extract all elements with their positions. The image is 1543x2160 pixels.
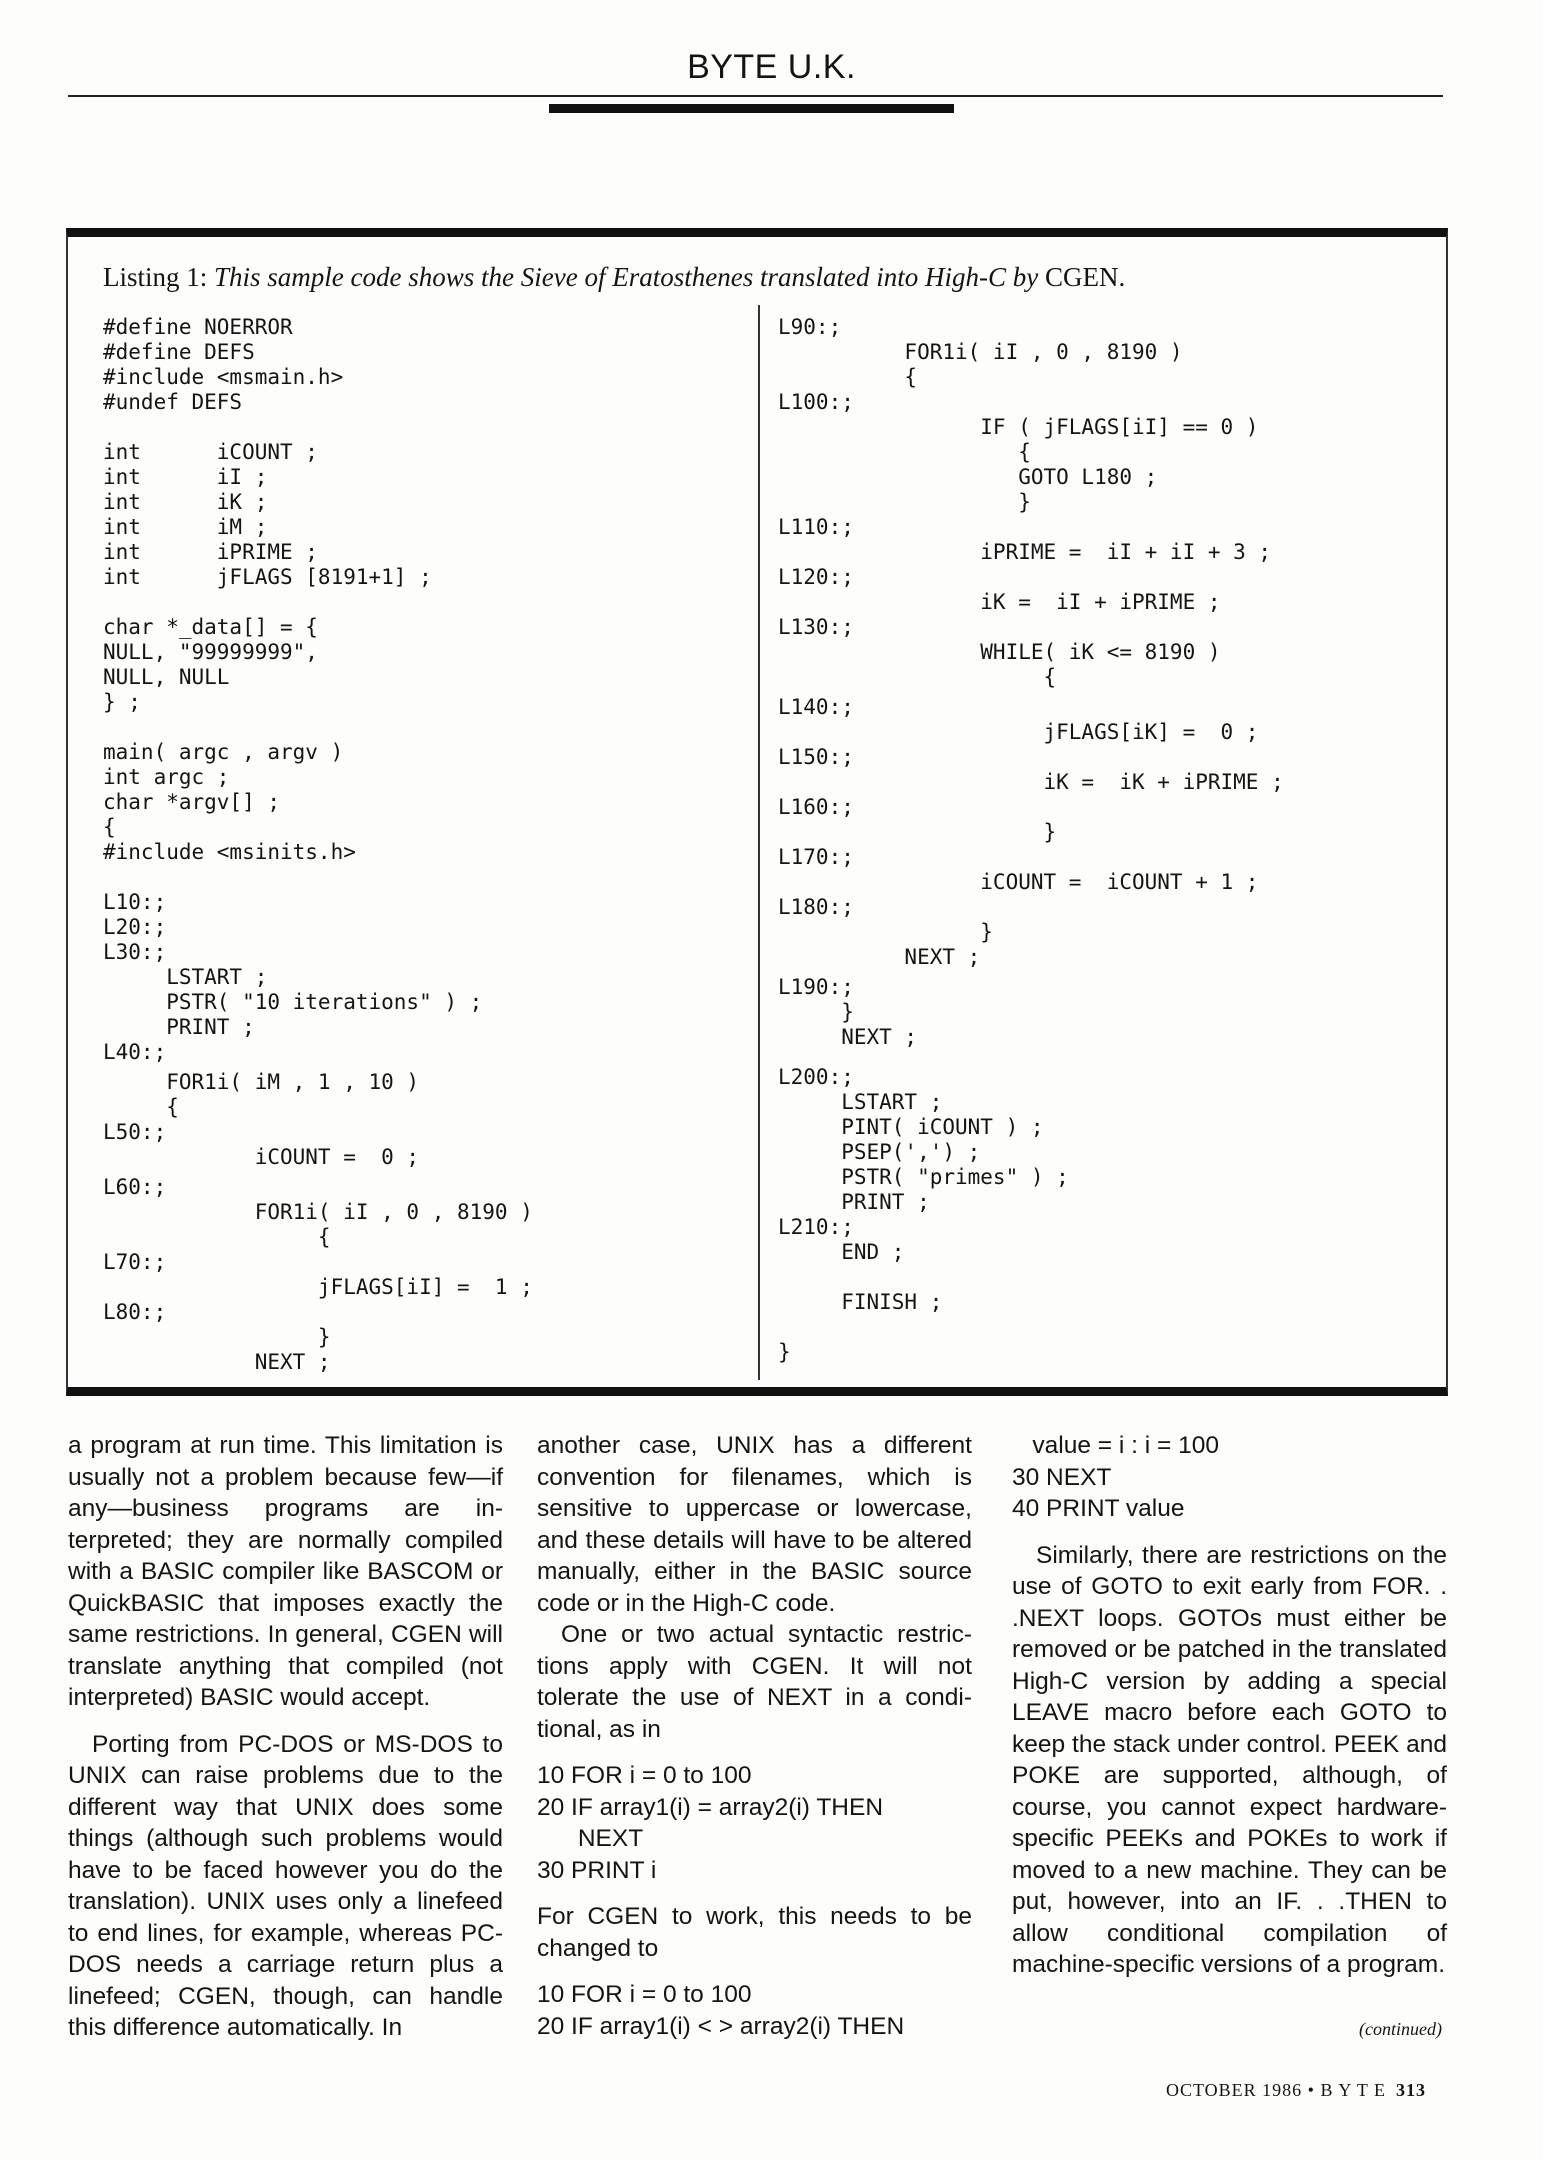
code-line: L40:; <box>103 1040 167 1064</box>
code-line: jFLAGS[iK] = 0 ; <box>778 720 1259 744</box>
code-line: END ; <box>778 1240 905 1264</box>
code-line: L180:; <box>778 895 854 919</box>
code-line: L190:; <box>778 975 854 999</box>
code-line: L80:; <box>103 1300 167 1324</box>
code-line: { <box>778 665 1057 689</box>
column-divider <box>758 305 760 1380</box>
code-line: main( argc , argv ) <box>103 740 344 764</box>
code-line: } <box>778 1000 854 1024</box>
footer-issue: OCTOBER 1986 • B Y T E <box>1166 2080 1386 2100</box>
code-line: FOR1i( iM , 1 , 10 ) <box>103 1070 420 1094</box>
paragraph: Porting from PC-DOS or MS-DOS to UNIX can raise problems due to the different way that UNIX does some things (although such problems would have to be faced however you do the translation). UNIX uses only a linefeed to end lines, for example, whereas PC-DOS needs a carriage return plus a linefeed; CGEN, though, can handle this difference automatically. In <box>68 1730 503 2041</box>
code-line: jFLAGS[iI] = 1 ; <box>103 1275 533 1299</box>
caption-text: This sample code shows the Sieve of Eratosthenes translated into High-C by <box>214 262 1039 292</box>
code-line: NEXT ; <box>778 1025 918 1049</box>
code-line: L130:; <box>778 615 854 639</box>
basic-code-block: 10 FOR i = 0 to 100 20 IF array1(i) = array2(i) THEN NEXT 30 PRINT i <box>537 1762 884 1884</box>
code-line: int iM ; <box>103 515 268 539</box>
code-line: int iK ; <box>103 490 268 514</box>
code-line: char *argv[] ; <box>103 790 281 814</box>
code-line: } <box>778 1340 791 1364</box>
code-line: int argc ; <box>103 765 230 789</box>
code-line: L200:; <box>778 1065 854 1089</box>
paragraph: Similarly, there are restrictions on the use of GOTO to exit early from FOR. . .NEXT loops. GOTOs must either be removed or be patched in the translated High-C version by adding a special LEAVE macro before each GOTO to keep the stack under control. PEEK and POKE are supported, although, of course, you cannot expect hardware-specific PEEKs and POKEs to work if moved to a new machine. They can be put, however, into an IF. . .THEN to allow conditional compilation of machine-specific versions of a program. <box>1012 1541 1447 1978</box>
code-line: NULL, NULL <box>103 665 230 689</box>
code-line: LSTART ; <box>103 965 268 989</box>
code-line: } <box>778 920 993 944</box>
code-line: PSEP(',') ; <box>778 1140 981 1164</box>
code-line: } ; <box>103 690 141 714</box>
code-line: GOTO L180 ; <box>778 465 1158 489</box>
text-column-3 <box>1012 1430 1447 1981</box>
code-line: int iI ; <box>103 465 268 489</box>
code-line: L160:; <box>778 795 854 819</box>
code-line: IF ( jFLAGS[iI] == 0 ) <box>778 415 1259 439</box>
code-line: NEXT ; <box>103 1350 331 1374</box>
continued-note: (continued) <box>1359 2019 1442 2039</box>
code-line: { <box>778 440 1031 464</box>
code-line: PRINT ; <box>103 1015 255 1039</box>
code-line: iK = iK + iPRIME ; <box>778 770 1284 794</box>
code-line: L60:; <box>103 1175 167 1199</box>
header-bar <box>549 104 954 113</box>
code-line: L50:; <box>103 1120 167 1144</box>
code-line: #define NOERROR <box>103 315 293 339</box>
code-line: L20:; <box>103 915 167 939</box>
code-line: PSTR( "10 iterations" ) ; <box>103 990 483 1014</box>
paragraph: a program at run time. This limitation is usually not a problem because few—if any—business programs are interpreted; they are normally compiled with a BASIC compiler like BASCOM or QuickBASIC that imposes exactly the same restrictions. In general, CGEN will translate anything that compiled (not interpreted) BASIC would accept. <box>68 1432 503 1711</box>
code-line: { <box>778 365 918 389</box>
code-line: } <box>778 490 1031 514</box>
code-line: #include <msmain.h> <box>103 365 344 389</box>
code-line: L170:; <box>778 845 854 869</box>
code-line: FINISH ; <box>778 1290 943 1314</box>
paragraph: For CGEN to work, this needs to be changed to <box>537 1903 972 1962</box>
code-line: L100:; <box>778 390 854 414</box>
paragraph: another case, UNIX has a different convention for filenames, which is sensitive to uppercase or lowercase, and these details will have to be altered manually, either in the BASIC source code or in the High-C code. <box>537 1432 972 1617</box>
listing-box <box>66 228 1448 1396</box>
code-line: #include <msinits.h> <box>103 840 356 864</box>
listing-caption <box>103 262 1125 293</box>
code-line: WHILE( iK <= 8190 ) <box>778 640 1221 664</box>
code-line: { <box>103 815 116 839</box>
code-line: L30:; <box>103 940 167 964</box>
code-line: { <box>103 1095 179 1119</box>
code-line: NULL, "99999999", <box>103 640 318 664</box>
code-line: LSTART ; <box>778 1090 943 1114</box>
code-line: char *_data[] = { <box>103 615 318 639</box>
caption-label: Listing 1: <box>103 262 215 292</box>
paragraph: One or two actual syntactic restrictions apply with CGEN. It will not tolerate the use of NEXT in a conditional, as in <box>537 1621 972 1743</box>
code-line: L210:; <box>778 1215 854 1239</box>
text-column-2 <box>537 1430 972 2042</box>
code-line: L70:; <box>103 1250 167 1274</box>
code-line: L120:; <box>778 565 854 589</box>
code-line: iCOUNT = iCOUNT + 1 ; <box>778 870 1259 894</box>
code-line: PINT( iCOUNT ) ; <box>778 1115 1044 1139</box>
code-line: iPRIME = iI + iI + 3 ; <box>778 540 1272 564</box>
code-line: int iCOUNT ; <box>103 440 318 464</box>
caption-end: CGEN. <box>1038 262 1126 292</box>
code-line: PRINT ; <box>778 1190 930 1214</box>
code-line: FOR1i( iI , 0 , 8190 ) <box>103 1200 533 1224</box>
page-footer <box>1166 2080 1426 2101</box>
page-number: 313 <box>1396 2080 1426 2100</box>
code-line: iK = iI + iPRIME ; <box>778 590 1221 614</box>
code-line: int iPRIME ; <box>103 540 318 564</box>
code-line: NEXT ; <box>778 945 981 969</box>
code-line: int jFLAGS [8191+1] ; <box>103 565 432 589</box>
code-line: PSTR( "primes" ) ; <box>778 1165 1069 1189</box>
running-header: BYTE U.K. <box>687 48 856 86</box>
text-column-1 <box>68 1430 503 2044</box>
code-line: FOR1i( iI , 0 , 8190 ) <box>778 340 1183 364</box>
code-line: { <box>103 1225 331 1249</box>
code-line: #define DEFS <box>103 340 255 364</box>
code-line: } <box>103 1325 331 1349</box>
basic-code-block: value = i : i = 100 30 NEXT 40 PRINT value <box>1012 1432 1220 1522</box>
code-line: #undef DEFS <box>103 390 243 414</box>
basic-code-block: 10 FOR i = 0 to 100 20 IF array1(i) < > array2(i) THEN <box>537 1981 905 2040</box>
code-line: L140:; <box>778 695 854 719</box>
header-rule <box>68 95 1443 97</box>
code-line: iCOUNT = 0 ; <box>103 1145 420 1169</box>
code-line: L90:; <box>778 315 842 339</box>
code-line: L110:; <box>778 515 854 539</box>
code-line: L150:; <box>778 745 854 769</box>
code-line: L10:; <box>103 890 167 914</box>
code-line: } <box>778 820 1057 844</box>
